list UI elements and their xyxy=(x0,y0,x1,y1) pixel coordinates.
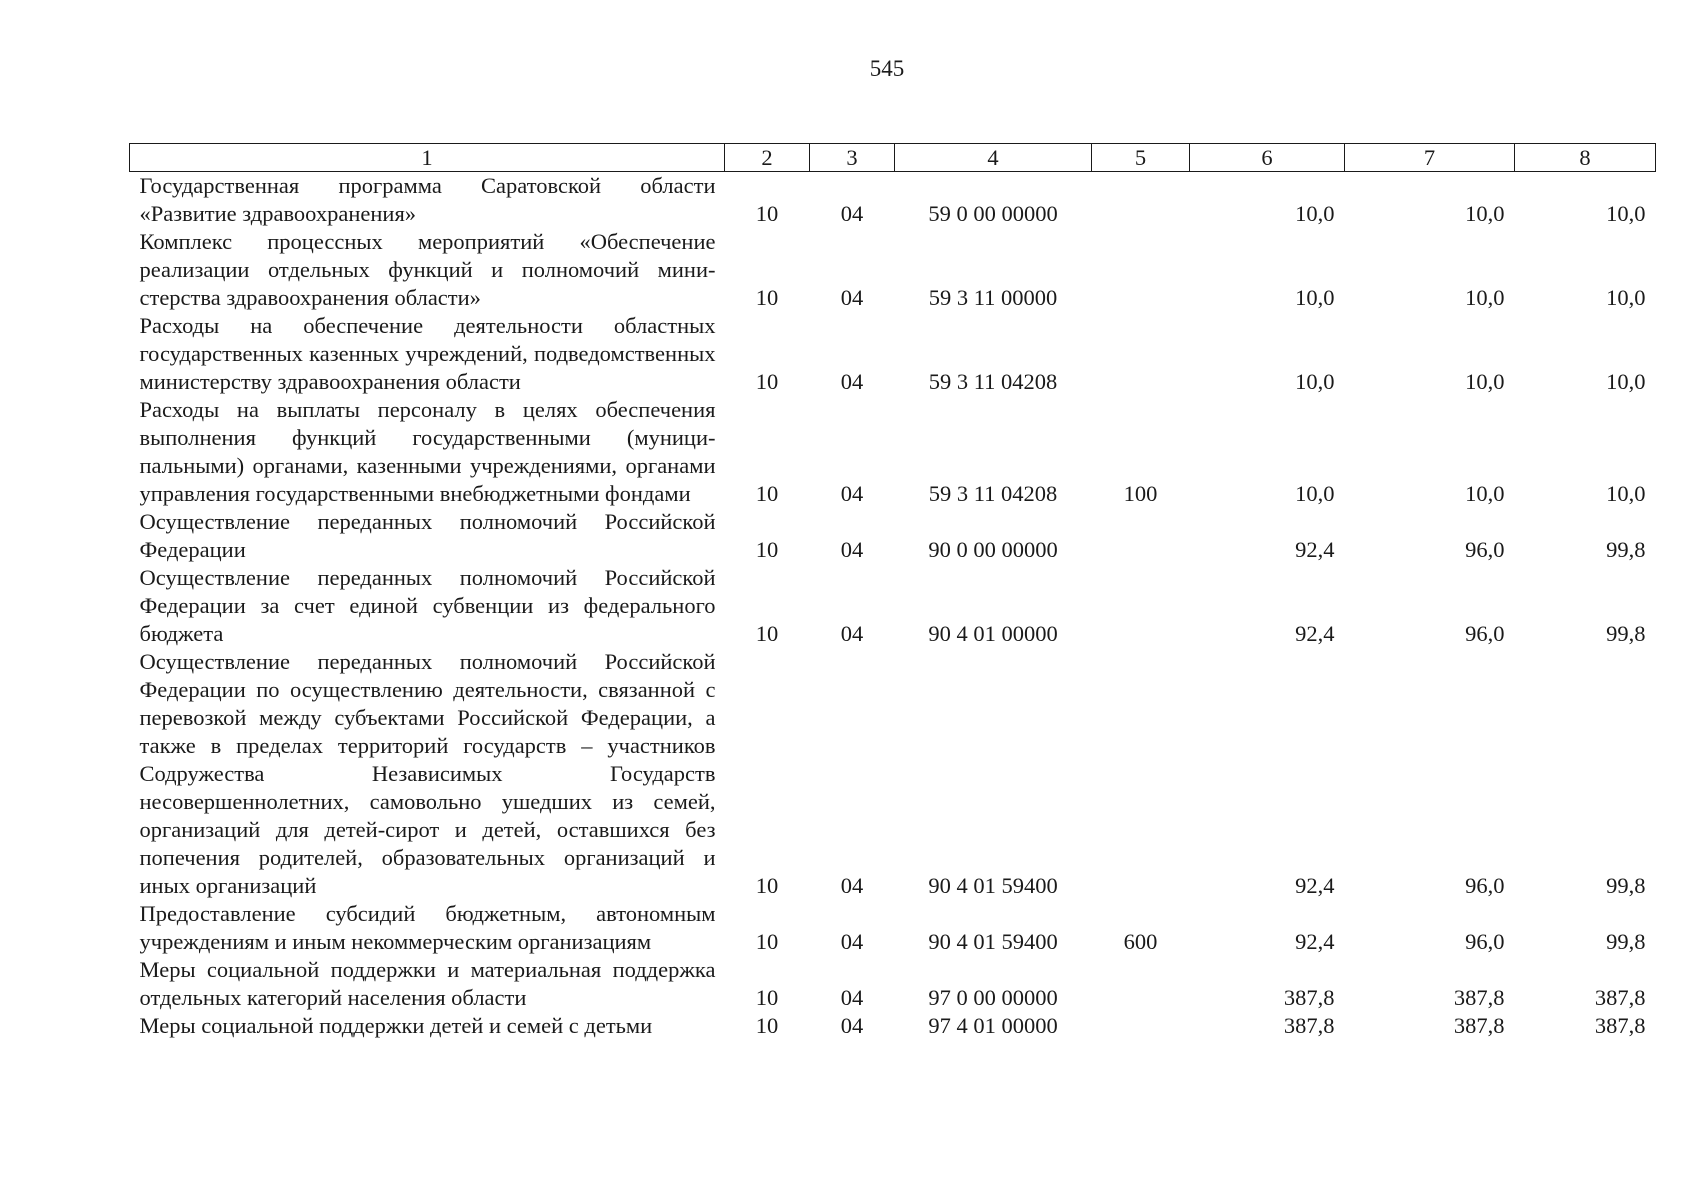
row-expense-type xyxy=(1092,956,1190,1012)
row-amount-col-8: 99,8 xyxy=(1606,873,1646,898)
row-subsection: 04 xyxy=(840,621,864,646)
row-subsection: 04 xyxy=(840,481,864,506)
row-target-article: 90 4 01 59400 xyxy=(928,929,1058,954)
header-row xyxy=(130,144,1656,172)
row-amount-col-8: 99,8 xyxy=(1606,929,1646,954)
row-target-article: 97 0 00 00000 xyxy=(928,985,1058,1010)
row-target-article: 97 4 01 00000 xyxy=(928,1013,1058,1038)
row-amount-col-6: 92,4 xyxy=(1295,621,1335,646)
row-target-article: 59 3 11 04208 xyxy=(928,481,1058,506)
row-amount-col-7: 387,8 xyxy=(1453,1013,1505,1038)
row-amount-col-8: 99,8 xyxy=(1606,621,1646,646)
row-expense-type xyxy=(1092,1012,1190,1040)
row-amount-col-8: 10,0 xyxy=(1606,285,1646,310)
header-col-1: 1 xyxy=(130,144,725,172)
row-subsection: 04 xyxy=(840,369,864,394)
table-row xyxy=(130,956,1656,1012)
row-expense-type xyxy=(1092,312,1190,396)
row-section: 10 xyxy=(755,929,779,954)
row-subsection: 04 xyxy=(840,1013,864,1038)
table-row xyxy=(130,396,1656,508)
row-name: Расходы на обеспечение деятельности областных государственных казенных учреждений, подведомственных министерству здравоохранения области xyxy=(139,313,716,394)
row-subsection: 04 xyxy=(840,873,864,898)
row-target-article: 59 3 11 00000 xyxy=(928,285,1058,310)
table-row xyxy=(130,648,1656,900)
row-amount-col-6: 92,4 xyxy=(1295,873,1335,898)
row-amount-col-7: 96,0 xyxy=(1465,537,1505,562)
row-amount-col-7: 10,0 xyxy=(1465,285,1505,310)
table-row xyxy=(130,312,1656,396)
row-target-article: 90 4 01 59400 xyxy=(928,873,1058,898)
header-col-8: 8 xyxy=(1515,144,1656,172)
row-amount-col-7: 96,0 xyxy=(1465,873,1505,898)
row-expense-type xyxy=(1092,172,1190,229)
row-amount-col-6: 92,4 xyxy=(1295,929,1335,954)
row-name: Осуществление переданных полномочий Российской Федерации по осуществлению деятельности, связанной с перевозкой между субъектами Российской Федерации, а также в пределах территорий государств – участников Содружества Независимых Государств несовершеннолетних, самовольно ушедших из семей, организаций для детей-сирот и детей, оставшихся без попечения родителей, образовательных организаций и иных организаций xyxy=(139,649,716,898)
header-col-4: 4 xyxy=(895,144,1092,172)
row-section: 10 xyxy=(755,873,779,898)
header-col-7: 7 xyxy=(1345,144,1515,172)
row-expense-type xyxy=(1092,564,1190,648)
row-section: 10 xyxy=(755,1013,779,1038)
row-subsection: 04 xyxy=(840,929,864,954)
budget-table xyxy=(129,143,1656,1040)
header-col-2: 2 xyxy=(725,144,810,172)
row-amount-col-6: 10,0 xyxy=(1295,285,1335,310)
row-subsection: 04 xyxy=(840,985,864,1010)
row-amount-col-6: 10,0 xyxy=(1295,481,1335,506)
row-amount-col-6: 10,0 xyxy=(1295,201,1335,226)
row-expense-type: 100 xyxy=(1123,481,1158,506)
row-amount-col-8: 387,8 xyxy=(1594,1013,1646,1038)
table-header xyxy=(130,144,1656,172)
row-name: Расходы на выплаты персоналу в целях обеспечения выполнения функций государственными (муниципальными) органами, казенными учреждениями, органами управления государственными внебюджетными фондами xyxy=(139,397,716,506)
row-section: 10 xyxy=(755,481,779,506)
table-row xyxy=(130,228,1656,312)
row-amount-col-8: 387,8 xyxy=(1594,985,1646,1010)
budget-table-container xyxy=(129,143,1655,1040)
row-section: 10 xyxy=(755,369,779,394)
row-target-article: 90 4 01 00000 xyxy=(928,621,1058,646)
row-section: 10 xyxy=(755,621,779,646)
row-target-article: 59 0 00 00000 xyxy=(928,201,1058,226)
table-row xyxy=(130,508,1656,564)
row-subsection: 04 xyxy=(840,201,864,226)
row-expense-type xyxy=(1092,508,1190,564)
row-name: Предоставление субсидий бюджетным, автономным учреждениям и иным некоммерческим организациям xyxy=(139,901,716,954)
row-name: Осуществление переданных полномочий Российской Федерации xyxy=(139,509,716,562)
row-amount-col-7: 10,0 xyxy=(1465,369,1505,394)
table-row xyxy=(130,900,1656,956)
row-name: Меры социальной поддержки и материальная поддержка отдельных категорий населения области xyxy=(139,957,716,1010)
header-col-6: 6 xyxy=(1190,144,1345,172)
header-col-5: 5 xyxy=(1092,144,1190,172)
row-target-article: 90 0 00 00000 xyxy=(928,537,1058,562)
header-col-3: 3 xyxy=(810,144,895,172)
table-row xyxy=(130,564,1656,648)
row-amount-col-8: 10,0 xyxy=(1606,369,1646,394)
row-section: 10 xyxy=(755,985,779,1010)
row-subsection: 04 xyxy=(840,537,864,562)
row-amount-col-6: 92,4 xyxy=(1295,537,1335,562)
row-name: Осуществление переданных полномочий Российской Федерации за счет единой субвенции из федерального бюджета xyxy=(139,565,716,646)
table-row xyxy=(130,172,1656,229)
row-amount-col-6: 387,8 xyxy=(1283,1013,1335,1038)
row-subsection: 04 xyxy=(840,285,864,310)
row-amount-col-7: 10,0 xyxy=(1465,201,1505,226)
row-amount-col-7: 10,0 xyxy=(1465,481,1505,506)
row-name: Комплекс процессных мероприятий «Обеспечение реализации отдельных функций и полномочий министерства здравоохранения области» xyxy=(139,229,716,310)
row-expense-type xyxy=(1092,648,1190,900)
row-amount-col-6: 387,8 xyxy=(1283,985,1335,1010)
row-target-article: 59 3 11 04208 xyxy=(928,369,1058,394)
row-name: Меры социальной поддержки детей и семей с детьми xyxy=(139,1013,653,1038)
row-section: 10 xyxy=(755,285,779,310)
table-row xyxy=(130,1012,1656,1040)
row-expense-type: 600 xyxy=(1123,929,1158,954)
page-number: 545 xyxy=(869,56,905,81)
row-amount-col-8: 99,8 xyxy=(1606,537,1646,562)
row-amount-col-7: 387,8 xyxy=(1453,985,1505,1010)
row-amount-col-7: 96,0 xyxy=(1465,929,1505,954)
row-section: 10 xyxy=(755,537,779,562)
row-section: 10 xyxy=(755,201,779,226)
row-amount-col-8: 10,0 xyxy=(1606,201,1646,226)
row-amount-col-7: 96,0 xyxy=(1465,621,1505,646)
row-expense-type xyxy=(1092,228,1190,312)
row-amount-col-8: 10,0 xyxy=(1606,481,1646,506)
table-body xyxy=(130,172,1656,1041)
row-name: Государственная программа Саратовской области «Развитие здравоохранения» xyxy=(139,173,716,226)
row-amount-col-6: 10,0 xyxy=(1295,369,1335,394)
